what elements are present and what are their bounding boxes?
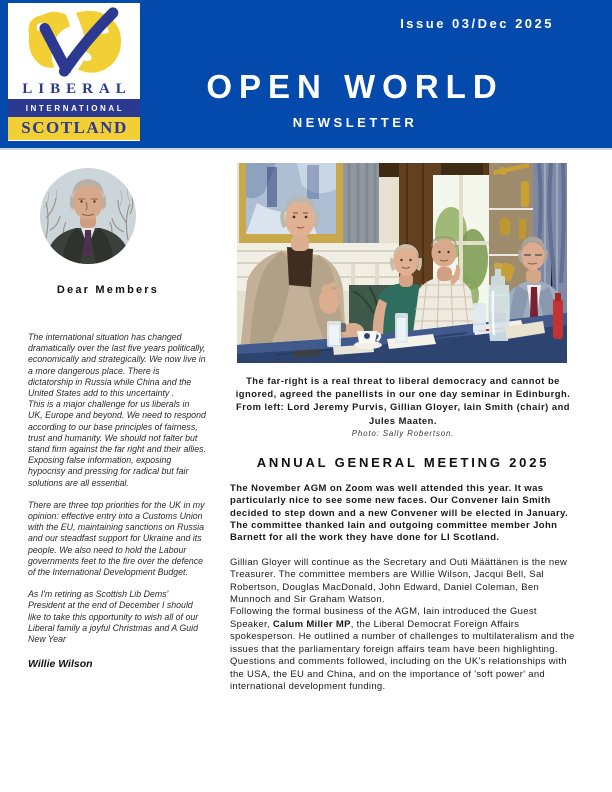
letter-paragraph: There are three top priorities for the UK in my opinion: effective entry into a Customs Union with the EU, maintaining sanctions on Russia and our steadfast support for Ukraine and its people. We also need to hold the Labour governments feet to the fire over the defence of the International Development Budget. xyxy=(28,499,205,578)
greeting-heading: Dear Members xyxy=(56,284,160,296)
seminar-panel-photo xyxy=(237,163,567,363)
main-column xyxy=(230,163,576,693)
newsletter-title: OPEN WORLD xyxy=(206,68,504,105)
letter-paragraph: As I'm retiring as Scottish Lib Dems' President at the end of December I should like to take this opportunity to wish all of our Liberal family a joyful Christmas and A Guid New Year xyxy=(28,589,199,645)
masthead-title-block xyxy=(180,68,530,130)
globe-checkmark-icon xyxy=(14,5,134,81)
agm-paragraph-3 xyxy=(230,606,576,693)
logo-word-scotland: SCOTLAND xyxy=(8,117,140,140)
willie-wilson-portrait xyxy=(40,168,136,264)
newsletter-subtitle: NEWSLETTER xyxy=(292,115,418,130)
photo-caption: The far-right is a real threat to liberal democracy and cannot be ignored, agreed the panellists in our one day seminar in Edinburgh. From left: Lord Jeremy Purvis, Gillian Gloyer, Iain Smith (chair) and Jules Maaten. xyxy=(235,375,571,426)
signature: Willie Wilson xyxy=(28,658,93,671)
presidents-letter xyxy=(28,332,206,645)
li-scotland-logo xyxy=(8,3,140,141)
agm-heading: ANNUAL GENERAL MEETING 2025 xyxy=(256,454,550,470)
agm-paragraph-1: The November AGM on Zoom was well attended this year. It was particularly nice to see some new faces. Our Convener Iain Smith decided to step down and a new Convener will be elected in January. The committee thanked Iain and outgoing committee member John Barnett for all the work they have done for LI Scotland. xyxy=(230,482,569,544)
issue-number: Issue 03/Dec 2025 xyxy=(400,16,554,31)
letter-paragraph: The international situation has changed dramatically over the last five years politically, economically and strategically. We now live in a more dangerous place. There is dictatorship in Russia while China and the United States add to this uncertainty . xyxy=(28,332,206,399)
agm-article xyxy=(230,483,576,694)
logo-word-international: INTERNATIONAL xyxy=(8,99,140,117)
agm-paragraph-3-pre: Following the formal business of the AGM, Iain introduced the Guest Speaker, xyxy=(230,606,537,630)
agm-paragraph-3-post: , the Liberal Democrat Foreign Affairs spokesperson. He outlined a number of challenges to multilateralism and the issues that the parliamentary foreign affairs team have been highlighting. Questions and comments followed, including on the UK's relationships with the USA, the EU and China, and on the importance of 'soft power' and international development funding. xyxy=(230,618,575,692)
letter-paragraph: This is a major challenge for us liberals in UK, Europe and beyond. We need to respond according to our base principles of fairness, trust and humanity. We should not falter but stand firm against the far right and their allies. Exposing false information, exposing hypocrisy and pressing for radical but fair solutions are all essential. xyxy=(28,399,206,488)
masthead-banner xyxy=(0,0,612,150)
presidents-letter-column xyxy=(28,166,206,670)
guest-speaker-name: Calum Miller MP xyxy=(272,618,351,630)
agm-paragraph-2: Gillian Gloyer will continue as the Secretary and Outi Määttänen is the new Treasurer. The committee members are Willie Wilson, Jacqui Bell, Sal Robertson, Douglas MacDonald, John Edward, Daniel Coleman, Ben Munnoch and Sir Graham Watson. xyxy=(230,556,568,606)
logo-word-liberal: LIBERAL xyxy=(22,81,132,97)
photo-credit: Photo: Sally Robertson. xyxy=(351,428,455,438)
